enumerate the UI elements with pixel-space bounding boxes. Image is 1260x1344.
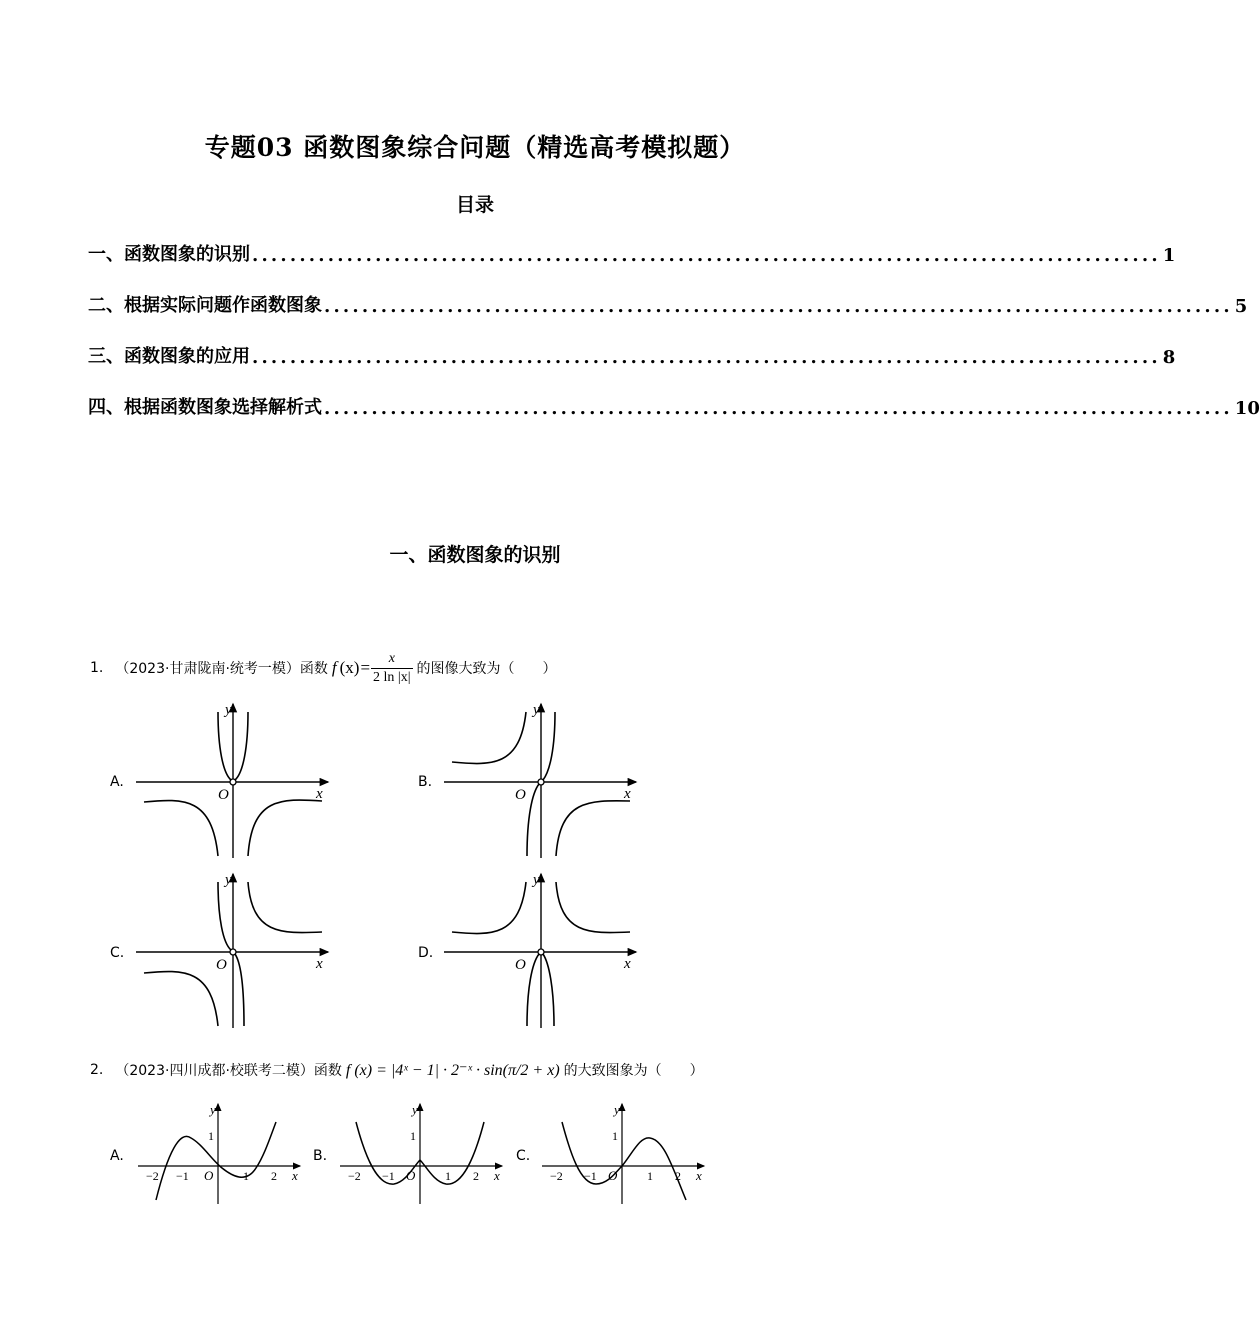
formula-arg: (x): [339, 658, 360, 677]
toc-leader: ................................................................................................: [324, 296, 1233, 317]
question-1: [90, 648, 557, 688]
document-title: 专题03 函数图象综合问题（精选高考模拟题）: [204, 133, 746, 162]
question-source: （2023·四川成都·校联考二模）函数: [115, 1063, 342, 1079]
x-label: x: [696, 1168, 702, 1183]
origin-label: O: [608, 1168, 618, 1183]
toc-leader: ................................................................................................: [252, 245, 1161, 266]
hole-marker: [538, 949, 544, 955]
curve-left-top: [218, 882, 231, 950]
curve-right-branch: [556, 801, 630, 856]
x-tick-label: 1: [647, 1169, 653, 1183]
question-formula: [332, 650, 413, 687]
curve-right-top: [543, 712, 555, 780]
question-number: 1.: [90, 660, 104, 676]
toc-entry-page: 10: [1234, 398, 1260, 419]
formula-fraction: [371, 650, 413, 687]
question-source: （2023·甘肃陇南·统考一模）函数: [115, 661, 328, 677]
y-tick-label: 1: [208, 1129, 214, 1143]
x-tick-label: −1: [382, 1169, 395, 1183]
y-label: y: [533, 702, 540, 718]
curve-right-branch: [556, 882, 630, 933]
option-c-label[interactable]: C.: [516, 1148, 531, 1164]
toc-entry-page: 8: [1162, 347, 1176, 368]
curve-left-branch: [452, 882, 526, 934]
toc-entry-label: 四、根据函数图象选择解析式: [88, 397, 322, 418]
x-tick-label: −2: [146, 1169, 159, 1183]
x-tick-label: −1: [176, 1169, 189, 1183]
y-label: y: [614, 1102, 620, 1117]
hole-marker: [538, 779, 544, 785]
toc-entry[interactable]: [88, 393, 1260, 419]
curve-right-top: [235, 712, 248, 780]
x-tick-label: 1: [243, 1169, 249, 1183]
option-c-label[interactable]: C.: [110, 945, 125, 961]
formula-eq: =: [360, 658, 371, 677]
x-tick-label: −2: [348, 1169, 361, 1183]
y-label: y: [225, 702, 232, 718]
origin-label: O: [204, 1168, 214, 1183]
curve-left-branch: [452, 712, 526, 764]
toc-entry[interactable]: [88, 240, 1176, 266]
curve: [562, 1122, 686, 1200]
option-b-graph[interactable]: [338, 1100, 508, 1205]
x-label: x: [624, 956, 631, 972]
fraction-numerator: x: [388, 650, 395, 666]
toc-heading: 目录: [455, 194, 494, 216]
curve-right-bottom: [543, 954, 554, 1026]
y-tick-label: 1: [612, 1129, 618, 1143]
option-a-label[interactable]: A.: [110, 1148, 124, 1164]
curve-left-branch: [144, 801, 218, 856]
x-label: x: [316, 786, 323, 802]
question-number: 2.: [90, 1062, 104, 1078]
x-label: x: [316, 956, 323, 972]
question-suffix: 的大致图象为（ ）: [563, 1063, 704, 1079]
option-a-graph[interactable]: [136, 1100, 306, 1205]
x-tick-label: 1: [445, 1169, 451, 1183]
fraction-denominator: 2 ln |x|: [373, 669, 411, 685]
hole-marker: [230, 949, 236, 955]
origin-label: O: [515, 787, 526, 803]
option-d-label[interactable]: D.: [418, 945, 434, 961]
y-label: y: [533, 872, 540, 888]
option-b-graph[interactable]: [438, 698, 648, 860]
toc-leader: ................................................................................................: [324, 398, 1233, 419]
option-a-label[interactable]: A.: [110, 774, 124, 790]
origin-label: O: [515, 957, 526, 973]
question-formula: f (x) = |4ˣ − 1| · 2⁻ˣ · sin(π/2 + x): [345, 1062, 560, 1079]
curve: [156, 1122, 276, 1200]
origin-label: O: [218, 787, 229, 803]
origin-label: O: [406, 1168, 416, 1183]
option-c-graph[interactable]: [540, 1100, 710, 1205]
toc-entry-page: 1: [1162, 245, 1176, 266]
x-label: x: [624, 786, 631, 802]
y-tick-label: 1: [410, 1129, 416, 1143]
option-c-graph[interactable]: [130, 868, 340, 1030]
curve-left-bottom: [527, 784, 539, 856]
x-tick-label: 2: [675, 1169, 681, 1183]
toc-entry[interactable]: [88, 291, 1248, 317]
y-label: y: [225, 872, 232, 888]
curve-left-branch: [144, 972, 218, 1027]
origin-label: O: [216, 957, 227, 973]
x-label: x: [292, 1168, 298, 1183]
toc-entry-label: 三、函数图象的应用: [88, 346, 250, 367]
curve-right-branch: [248, 882, 322, 933]
toc-entry-label: 一、函数图象的识别: [88, 244, 250, 265]
option-a-graph[interactable]: [130, 698, 340, 860]
curve-right-branch: [248, 800, 322, 856]
curve-left-bottom: [527, 954, 539, 1026]
toc-entry-page: 5: [1234, 296, 1248, 317]
y-label: y: [210, 1102, 216, 1117]
formula-f: f: [331, 658, 337, 677]
x-tick-label: 2: [473, 1169, 479, 1183]
x-tick-label: −1: [584, 1169, 597, 1183]
question-suffix: 的图像大致为（ ）: [416, 661, 557, 677]
toc-entry[interactable]: [88, 342, 1176, 368]
section-heading: 一、函数图象的识别: [389, 544, 561, 566]
toc-leader: ................................................................................................: [252, 347, 1161, 368]
x-label: x: [494, 1168, 500, 1183]
toc-entry-label: 二、根据实际问题作函数图象: [88, 295, 322, 316]
option-d-graph[interactable]: [438, 868, 648, 1030]
x-tick-label: 2: [271, 1169, 277, 1183]
question-2: [90, 1052, 704, 1088]
curve-right-bottom: [235, 954, 244, 1026]
option-b-label[interactable]: B.: [418, 774, 433, 790]
curve-left-top: [218, 712, 231, 780]
y-label: y: [412, 1102, 418, 1117]
hole-marker: [230, 779, 236, 785]
x-tick-label: −2: [550, 1169, 563, 1183]
option-b-label[interactable]: B.: [313, 1148, 328, 1164]
